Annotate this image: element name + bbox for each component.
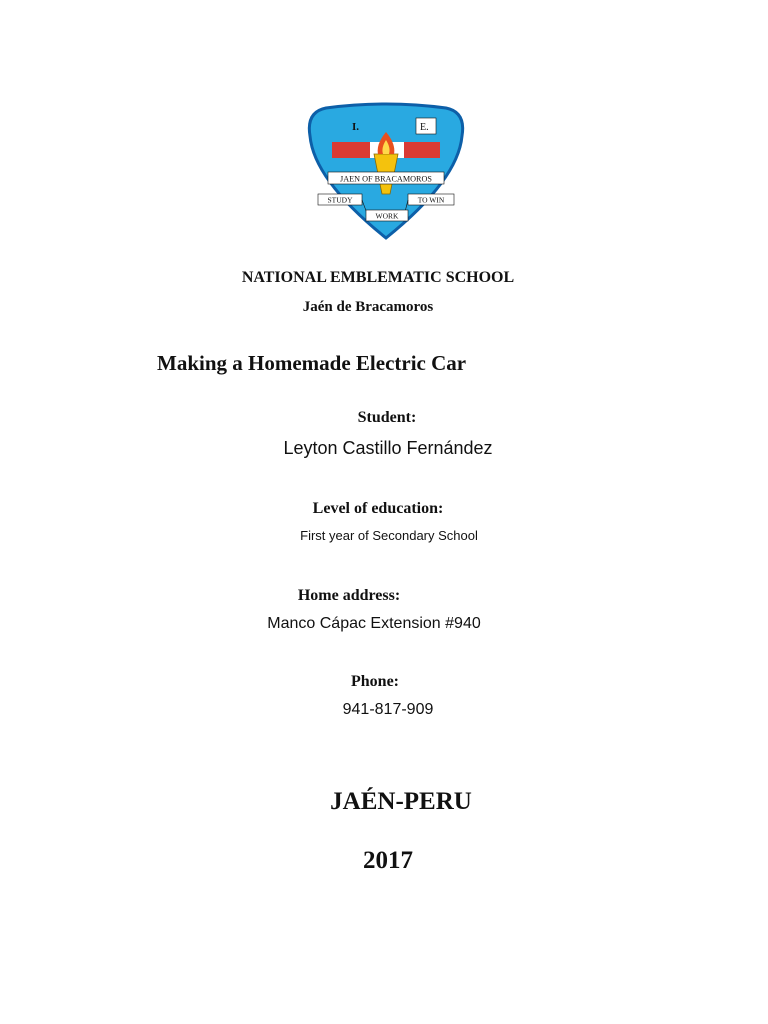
education-value: First year of Secondary School [300,528,478,543]
address-label: Home address: [297,587,401,604]
school-location: Jaén de Bracamoros [302,299,434,315]
phone-value: 941-817-909 [342,701,434,718]
crest-motto-right: TO WIN [417,195,445,205]
crest-motto-bottom: WORK [375,211,399,221]
address-value: Manco Cápac Extension #940 [267,615,481,632]
phone-label: Phone: [351,673,399,690]
project-title: Making a Homemade Electric Car [157,351,467,375]
school-crest-logo [306,102,466,242]
student-name: Leyton Castillo Fernández [283,438,493,458]
school-name: NATIONAL EMBLEMATIC SCHOOL [241,269,515,286]
crest-letter-right: E. [420,122,429,133]
crest-motto-left: STUDY [327,195,353,205]
education-label: Level of education: [312,500,444,517]
city-country: JAÉN-PERU [330,788,472,815]
year: 2017 [363,847,413,874]
crest-school-band: JAEN OF BRACAMOROS [340,174,432,184]
crest-letter-left: I. [352,121,360,133]
student-label: Student: [357,409,417,426]
